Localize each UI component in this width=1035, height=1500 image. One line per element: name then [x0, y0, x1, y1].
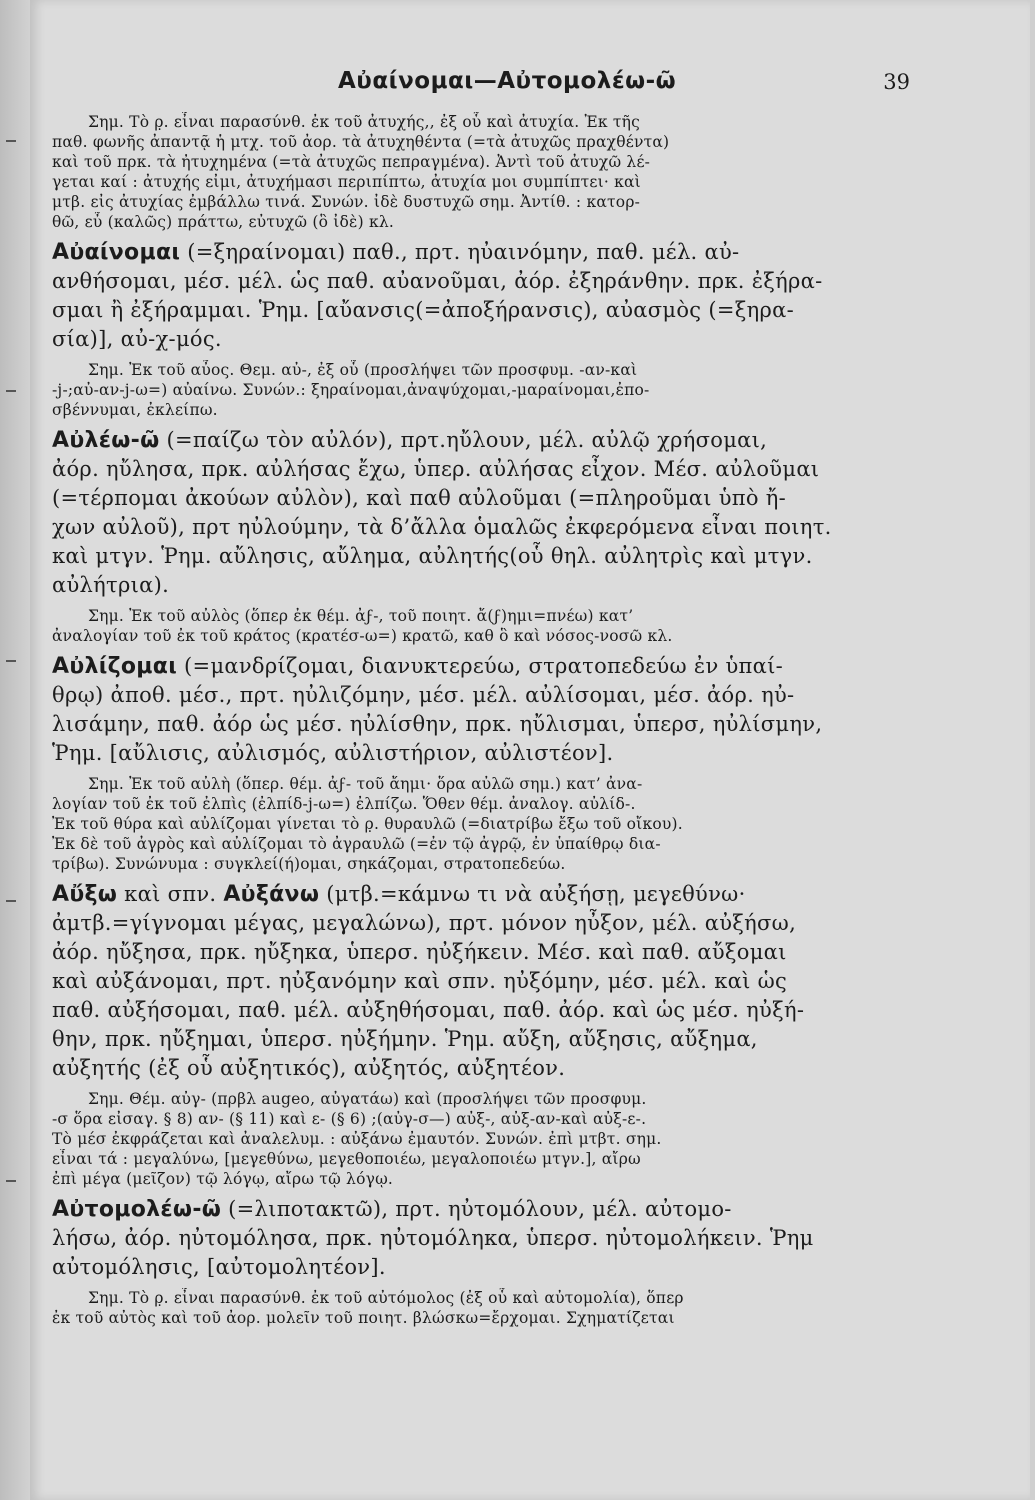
note-line: Σημ. Τὸ ρ̣. εἶναι παρασύνθ. ἐκ τοῦ ἀτυχής,, ἐξ οὗ καὶ ἀτυχία. Ἐκ τῆς	[88, 113, 641, 131]
entry-line: ανθήσομαι, μέσ. μέλ. ὡς παθ. αὐανοῦμαι, ἀόρ. ἐξηράνθην. πρκ. ἐξήρα-	[52, 269, 823, 293]
entry-line: ἀόρ. ηὔξησα, πρκ. ηὔξηκα, ὑπερσ. ηὐξήκειν. Μέσ. καὶ παθ. αὔξομαι	[52, 940, 787, 964]
book-gutter	[0, 0, 30, 1500]
entry-line: (=παίζω τὸν αὐλόν), πρτ.ηὔλουν, μέλ. αὐλῷ χρήσομαι,	[159, 428, 768, 452]
entry-line: θην, πρκ. ηὔξημαι, ὑπερσ. ηὐξήμην. Ῥημ. αὔξη, αὔξησις, αὔξημα,	[52, 1027, 758, 1051]
entry-line: καὶ σπν.	[117, 882, 224, 906]
note-line: Σημ. Θέμ. αὐγ- (πρβλ augeo, αὐγατάω) καὶ (προσλήψει τῶν προσφυμ.	[88, 1090, 647, 1108]
entry-headword: Αὐλέω-ῶ	[52, 428, 160, 453]
etymology-note	[52, 774, 982, 874]
note-line: καὶ τοῦ πρκ. τὰ ἠτυχημένα (=τὰ ἀτυχῶς πεπραγμένα). Ἀντὶ τοῦ ἀτυχῶ λέ-	[52, 153, 651, 171]
gutter-mark	[6, 140, 16, 142]
entry-line: (=μανδρίζομαι, διανυκτερεύω, στρατοπεδεύω ἐν ὑπαί-	[177, 654, 784, 678]
entry-headword-variant: Αὐξάνω	[223, 882, 320, 907]
entry-line: χων αὐλοῦ), πρτ ηὐλούμην, τὰ δ’ἄλλα ὁμαλῶς ἐκφερόμενα εἶναι ποιητ.	[52, 515, 832, 539]
etymology-note	[52, 1288, 982, 1328]
entry-line: ἀμτβ.=γίγνομαι μέγας, μεγαλώνω), πρτ. μόνον ηὖξον, μέλ. αὐξήσω,	[52, 911, 797, 935]
entry-line: (μτβ.=κάμνω τι νὰ αὐξήσῃ, μεγεθύνω·	[319, 882, 746, 906]
note-line: Σημ. Ἐκ τοῦ αὐλὸς (ὅπερ ἐκ θέμ. ἀϝ-, τοῦ ποιητ. ἄ(ϝ)ημι=πνέω) κατ’	[88, 607, 634, 625]
entry-line: καὶ αὐξάνομαι, πρτ. ηὐξανόμην καὶ σπν. ηὐξόμην, μέσ. μέλ. καὶ ὡς	[52, 969, 788, 993]
etymology-note	[52, 360, 982, 420]
note-line: Σημ. Ἐκ τοῦ αὐλὴ (ὅπερ. θέμ. ἀϝ- τοῦ ἄημι· ὅρα αὐλῶ σημ.) κατ’ ἀνα-	[88, 775, 643, 793]
page-body	[52, 112, 982, 1334]
note-line: -j-;αὐ-αν-j-ω=) αὐαίνω. Συνών.: ξηραίνομαι,ἀναψύχομαι,-μαραίνομαι,ἐπο-	[52, 381, 650, 399]
entry-line: σία)], αὐ-χ-μός.	[52, 327, 222, 351]
entry-line: καὶ μτγν. Ῥημ. αὔλησις, αὔλημα, αὐλητής(οὗ θηλ. αὐλητρὶς καὶ μτγν.	[52, 544, 813, 568]
note-line: Ἐκ δὲ τοῦ ἀγρὸς καὶ αὐλίζομαι τὸ ἀγραυλῶ (=ἐν τῷ ἀγρῷ, ἐν ὑπαίθρῳ δια-	[52, 835, 661, 853]
note-line: τρίβω). Συνώνυμα : συγκλεί(ή)ομαι, σηκάζομαι, στρατοπεδεύω.	[52, 855, 566, 873]
entry-headword: Αὐλίζομαι	[52, 654, 178, 679]
entry-line: παθ. αὐξήσομαι, παθ. μέλ. αὐξηθήσομαι, παθ. ἀόρ. καὶ ὡς μέσ. ηὐξή-	[52, 998, 805, 1022]
entry-line: (=λιποτακτῶ), πρτ. ηὐτομόλουν, μέλ. αὐτομο-	[221, 1197, 732, 1221]
gutter-mark	[6, 390, 16, 392]
entry-line: θρῳ) ἀποθ. μέσ., πρτ. ηὐλιζόμην, μέσ. μέλ. αὐλίσομαι, μέσ. ἀόρ. ηὐ-	[52, 683, 795, 707]
entry-line: αὐξητής (ἐξ οὗ αὐξητικός), αὐξητός, αὐξητέον.	[52, 1056, 566, 1080]
note-line: ἐπὶ μέγα (μεῖζον) τῷ λόγῳ, αἴρω τῷ λόγῳ.	[52, 1170, 394, 1188]
entry-line: αὐτομόλησις, [αὐτομολητέον].	[52, 1255, 386, 1279]
note-line: -σ ὅρα εἰσαγ. § 8) αν- (§ 11) καὶ ε- (§ 6) ;(αὐγ-σ—) αὐξ-, αὐξ-αν-καὶ αὐξ-ε-.	[52, 1110, 647, 1128]
dictionary-entry	[52, 1195, 982, 1282]
etymology-note	[52, 112, 982, 232]
gutter-mark	[6, 1180, 16, 1182]
entry-headword: Αὔξω	[52, 882, 118, 907]
entry-line: (=τέρπομαι ἀκούων αὐλὸν), καὶ παθ αὐλοῦμαι (=πληροῦμαι ὑπὸ ἤ-	[52, 486, 787, 510]
note-line: λογίαν τοῦ ἐκ τοῦ ἐλπὶς (ἐλπίδ-j-ω=) ἐλπίζω. Ὅθεν θέμ. ἀναλογ. αὐλίδ-.	[52, 795, 636, 813]
entry-line: Ῥημ. [αὔλισις, αὐλισμός, αὐλιστήριον, αὐλιστέον].	[52, 741, 614, 765]
note-line: ἐκ τοῦ αὐτὸς καὶ τοῦ ἀορ. μολεῖν τοῦ ποιητ. βλώσκω=ἔρχομαι. Σχηματίζεται	[52, 1309, 675, 1327]
etymology-note	[52, 1089, 982, 1189]
entry-line: αὐλήτρια).	[52, 573, 170, 597]
dictionary-entry	[52, 652, 982, 768]
entry-line: (=ξηραίνομαι) παθ., πρτ. ηὐαινόμην, παθ. μέλ. αὐ-	[180, 240, 740, 264]
entry-line: λισάμην, παθ. ἀόρ ὡς μέσ. ηὐλίσθην, πρκ. ηὔλισμαι, ὑπερσ, ηὐλίσμην,	[52, 712, 823, 736]
note-line: παθ. φωνῆς ἀπαντᾷ ἡ μτχ. τοῦ ἀορ. τὰ ἀτυχηθέντα (=τὰ ἀτυχῶς πραχθέντα)	[52, 133, 670, 151]
dictionary-entry	[52, 238, 982, 354]
page-number: 39	[883, 70, 910, 94]
entry-line: σμαι ἢ ἐξήραμμαι. Ῥημ. [αὔανσις(=ἀποξήρανσις), αὐασμὸς (=ξηρα-	[52, 298, 795, 322]
etymology-note	[52, 606, 982, 646]
dictionary-entry	[52, 426, 982, 600]
note-line: μτβ. εἰς ἀτυχίας ἐμβάλλω τινά. Συνών. ἰδὲ δυστυχῶ σημ. Ἀντίθ. : κατορ-	[52, 193, 641, 211]
gutter-mark	[6, 900, 16, 902]
dictionary-entry	[52, 880, 982, 1083]
book-page	[30, 0, 1030, 1500]
note-line: Σημ. Τὸ ρ̣. εἶναι παρασύνθ. ἐκ τοῦ αὐτόμολος (ἐξ οὗ καὶ αὐτομολία), ὅπερ	[88, 1289, 684, 1307]
note-line: σβέννυμαι, ἐκλείπω.	[52, 401, 218, 419]
note-line: εἶναι τά : μεγαλύνω, [μεγεθύνω, μεγεθοποιέω, μεγαλοποιέω μτγν.], αἴρω	[52, 1150, 641, 1168]
note-line: Ἐκ τοῦ θύρα καὶ αὐλίζομαι γίνεται τὸ ρ̣. θυραυλῶ (=διατρίβω ἔξω τοῦ οἴκου).	[52, 815, 683, 833]
running-head: Αὐαίνομαι—Αὐτομολέω-ῶ	[338, 68, 677, 94]
gutter-mark	[6, 660, 16, 662]
note-line: Τὸ μέσ ἐκφράζεται καὶ ἀναλελυμ. : αὐξάνω ἐμαυτόν. Συνών. ἐπὶ μτβτ. σημ.	[52, 1130, 662, 1148]
note-line: θῶ, εὖ (καλῶς) πράττω, εὐτυχῶ (ὃ ἰδὲ) κλ.	[52, 213, 394, 231]
note-line: γεται καί : ἀτυχής εἰμι, ἀτυχήμασι περιπίπτω, ἀτυχία μοι συμπίπτει· καὶ	[52, 173, 641, 191]
note-line: Σημ. Ἐκ τοῦ αὖος. Θεμ. αὐ-, ἐξ οὗ (προσλήψει τῶν προσφυμ. -αν-καὶ	[88, 361, 638, 379]
entry-headword: Αὐαίνομαι	[52, 240, 181, 265]
entry-line: λήσω, ἀόρ. ηὐτομόλησα, πρκ. ηὐτομόληκα, ὑπερσ. ηὐτομολήκειν. Ῥημ	[52, 1226, 814, 1250]
entry-line: ἀόρ. ηὔλησα, πρκ. αὐλήσας ἔχω, ὑπερ. αὐλήσας εἶχον. Μέσ. αὐλοῦμαι	[52, 457, 820, 481]
note-line: ἀναλογίαν τοῦ ἐκ τοῦ κράτος (κρατέσ-ω=) κρατῶ, καθ ὃ καὶ νόσος-νοσῶ κλ.	[52, 627, 673, 645]
page-header	[30, 68, 1030, 104]
entry-headword: Αὐτομολέω-ῶ	[52, 1197, 222, 1222]
